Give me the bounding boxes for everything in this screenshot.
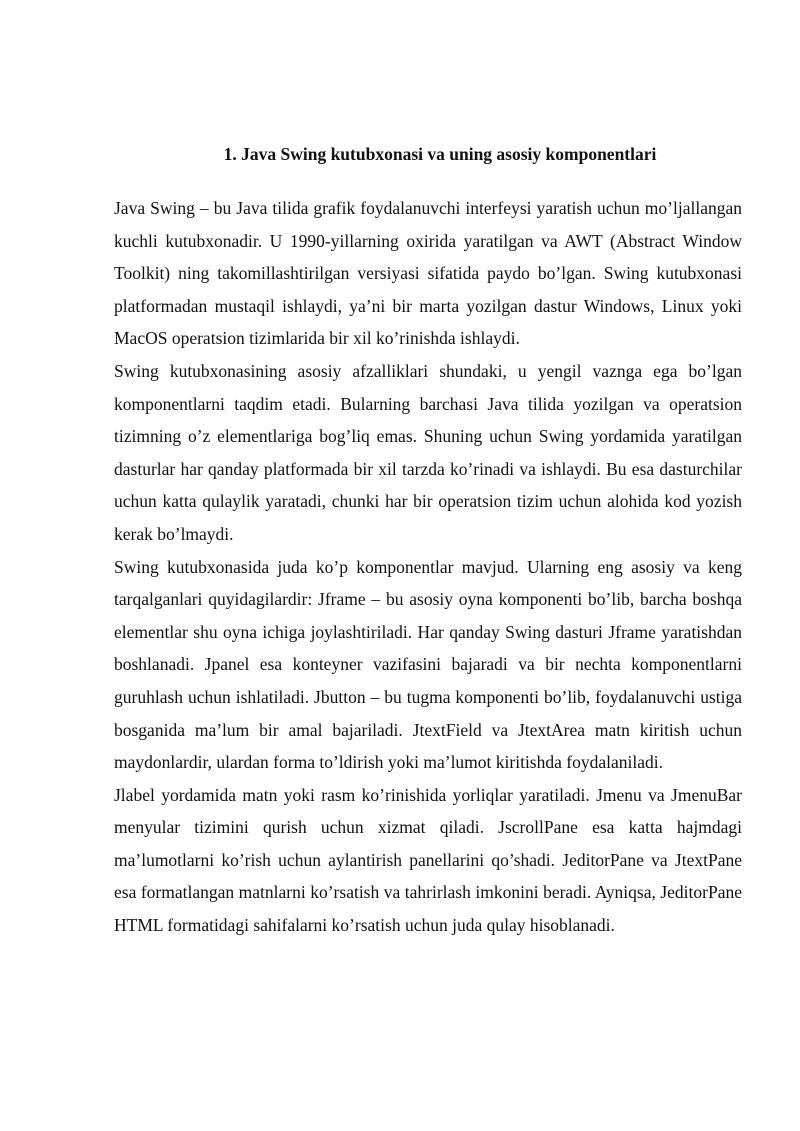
paragraph-intro: Java Swing – bu Java tilida grafik foydalanuvchi interfeysi yaratish uchun mo’ljallangan kuchli kutubxonadir. U 1990-yillarning oxirida yaratilgan va AWT (Abstract Window Toolkit) ning takomillashtirilgan versiyasi sifatida paydo bo’lgan. Swing kutubxonasi platformadan mustaqil ishlaydi, ya’ni bir marta yozilgan dastur Windows, Linux yoki MacOS operatsion tizimlarida bir xil ko’rinishda ishlaydi. xyxy=(114,198,742,349)
paragraph-more-components: Jlabel yordamida matn yoki rasm ko’rinishida yorliqlar yaratiladi. Jmenu va JmenuBar menyular tizimini qurish uchun xizmat qiladi. JscrollPane esa katta hajmdagi ma’lumotlarni ko’rish uchun aylantirish panellarini qo’shadi. JeditorPane va JtextPane esa formatlangan matnlarni ko’rsatish va tahrirlash imkonini beradi. Ayniqsa, JeditorPane HTML formatidagi sahifalarni ko’rsatish uchun juda qulay hisoblanadi. xyxy=(114,784,742,936)
paragraph-components: Swing kutubxonasida juda ko’p komponentlar mavjud. Ularning eng asosiy va keng tarqalganlari quyidagilardir: Jframe – bu asosiy oyna komponenti bo’lib, barcha boshqa elementlar shu oyna ichiga joylashtiriladi. Har qanday Swing dasturi Jframe yaratishdan boshlanadi. Jpanel esa konteyner vazifasini bajaradi va bir nechta komponentlarni guruhlash uchun ishlatiladi. Jbutton – bu tugma komponenti bo’lib, foydalanuvchi ustiga bosganida ma’lum bir amal bajariladi. JtextField va JtextArea matn kiritish uchun maydonlardir, ulardan forma to’ldirish yoki ma’lumot kiritishda foydalaniladi. xyxy=(114,556,742,773)
paragraph-advantages: Swing kutubxonasining asosiy afzalliklari shundaki, u yengil vaznga ega bo’lgan komponentlarni taqdim etadi. Bularning barchasi Java tilida yozilgan va operatsion tizimning o’z elementlariga bog’liq emas. Shuning uchun Swing yordamida yaratilgan dasturlar har qanday platformada bir xil tarzda ko’rinadi va ishlaydi. Bu esa dasturchilar uchun katta qulaylik yaratadi, chunki har bir operatsion tizim uchun alohida kod yozish kerak bo’lmaydi. xyxy=(114,360,742,544)
section-title: 1. Java Swing kutubxonasi va uning asosiy komponentlari xyxy=(223,144,657,164)
document-page xyxy=(114,138,742,942)
